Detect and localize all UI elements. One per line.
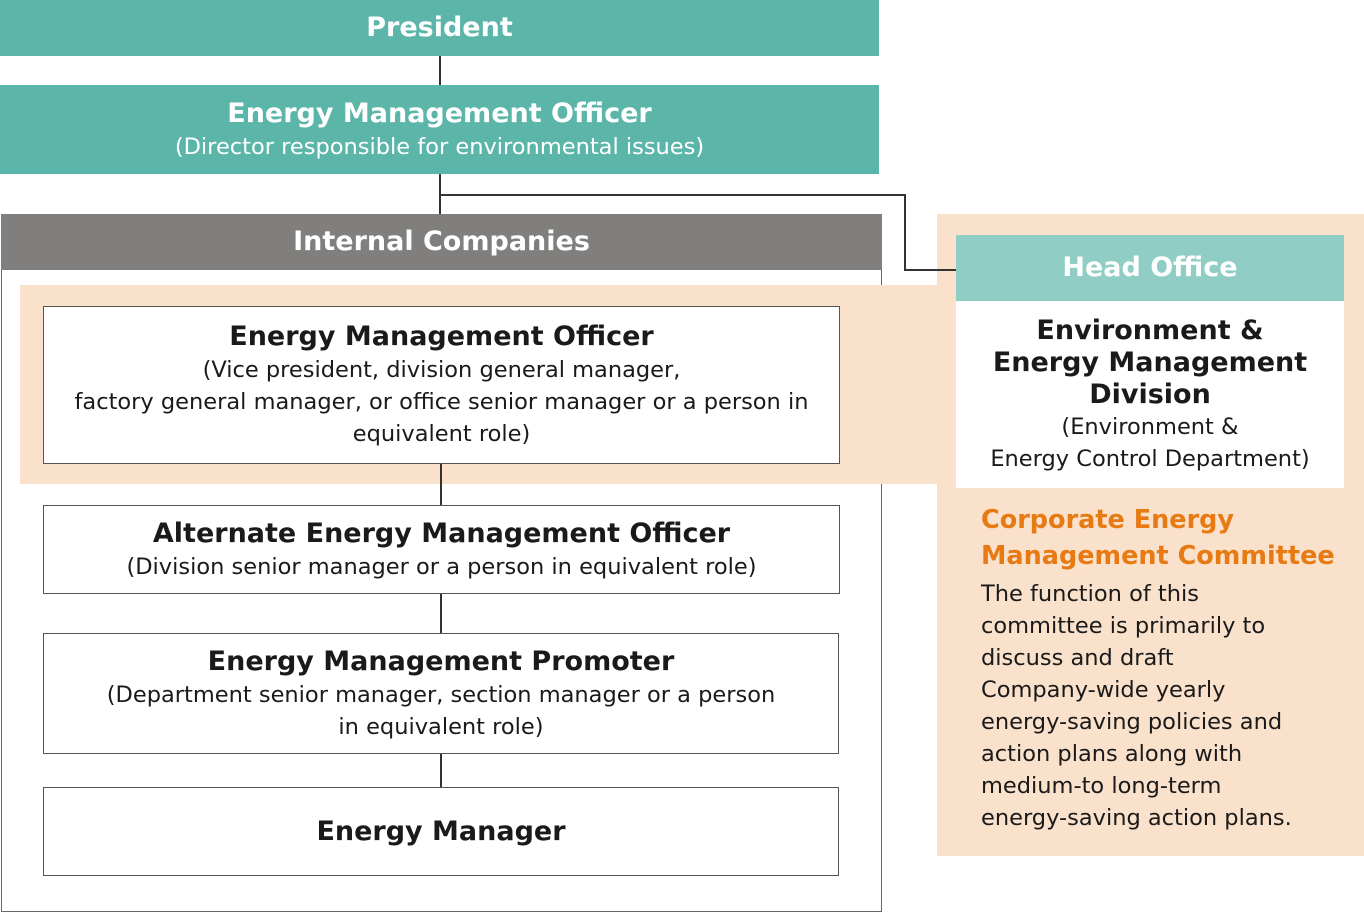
internal-companies-header	[1, 214, 882, 270]
committee-description-line: medium-to long-term	[981, 773, 1222, 799]
connector-emo-to-headoffice-v	[904, 194, 906, 271]
alternate-emo-title: Alternate Energy Management Officer	[152, 517, 731, 549]
department-line: (Environment &	[1061, 413, 1239, 440]
committee-description-line: energy-saving policies and	[981, 709, 1283, 735]
top-energy-management-officer-box	[0, 85, 879, 174]
connector-president-to-emo	[439, 56, 441, 85]
energy-management-promoter-box	[43, 633, 839, 754]
head-office-header	[956, 235, 1344, 301]
energy-manager-box	[43, 787, 839, 876]
committee-title-line: Management Committee	[981, 541, 1335, 571]
division-title-line: Energy Management	[992, 346, 1308, 378]
promoter-subtitle-line: in equivalent role)	[338, 713, 544, 740]
committee-description-line: discuss and draft	[981, 645, 1174, 671]
company-energy-management-officer-box	[43, 306, 840, 464]
connector-emo-to-headoffice-h2	[904, 269, 957, 271]
division-title-line: Division	[1089, 378, 1211, 410]
promoter-title: Energy Management Promoter	[207, 645, 675, 677]
top-emo-title: Energy Management Officer	[227, 97, 652, 129]
company-emo-title: Energy Management Officer	[229, 321, 654, 352]
company-emo-subtitle-line: equivalent role)	[352, 421, 531, 447]
company-emo-subtitle-line: (Vice president, division general manager,	[202, 357, 681, 383]
company-emo-subtitle-line: factory general manager, or office senior manager or a person in	[74, 389, 809, 415]
connector-promoter-to-manager	[440, 753, 442, 787]
committee-description-line: action plans along with	[981, 741, 1243, 767]
internal-companies-label: Internal Companies	[293, 226, 590, 257]
head-office-label: Head Office	[1062, 252, 1238, 283]
alternate-emo-subtitle: (Division senior manager or a person in equivalent role)	[126, 553, 757, 580]
committee-description-line: Company-wide yearly	[981, 677, 1226, 703]
promoter-subtitle-line: (Department senior manager, section manager or a person	[106, 681, 776, 708]
committee-text-block	[981, 502, 1351, 834]
environment-energy-division-box	[956, 301, 1344, 488]
committee-description-line: committee is primarily to	[981, 613, 1266, 639]
connector-alternate-to-promoter	[440, 593, 442, 633]
division-title-line: Environment &	[1036, 314, 1264, 346]
department-line: Energy Control Department)	[990, 445, 1310, 472]
committee-description-line: The function of this	[981, 581, 1199, 607]
committee-description-line: energy-saving action plans.	[981, 805, 1292, 831]
president-label: President	[366, 12, 513, 43]
alternate-energy-management-officer-box	[43, 505, 840, 594]
committee-title-line: Corporate Energy	[981, 505, 1235, 535]
president-box	[0, 0, 879, 56]
top-emo-subtitle: (Director responsible for environmental issues)	[174, 133, 705, 160]
energy-manager-title: Energy Manager	[316, 815, 566, 847]
connector-emo-to-headoffice-h1	[439, 194, 906, 196]
connector-emo-to-alternate	[440, 463, 442, 505]
